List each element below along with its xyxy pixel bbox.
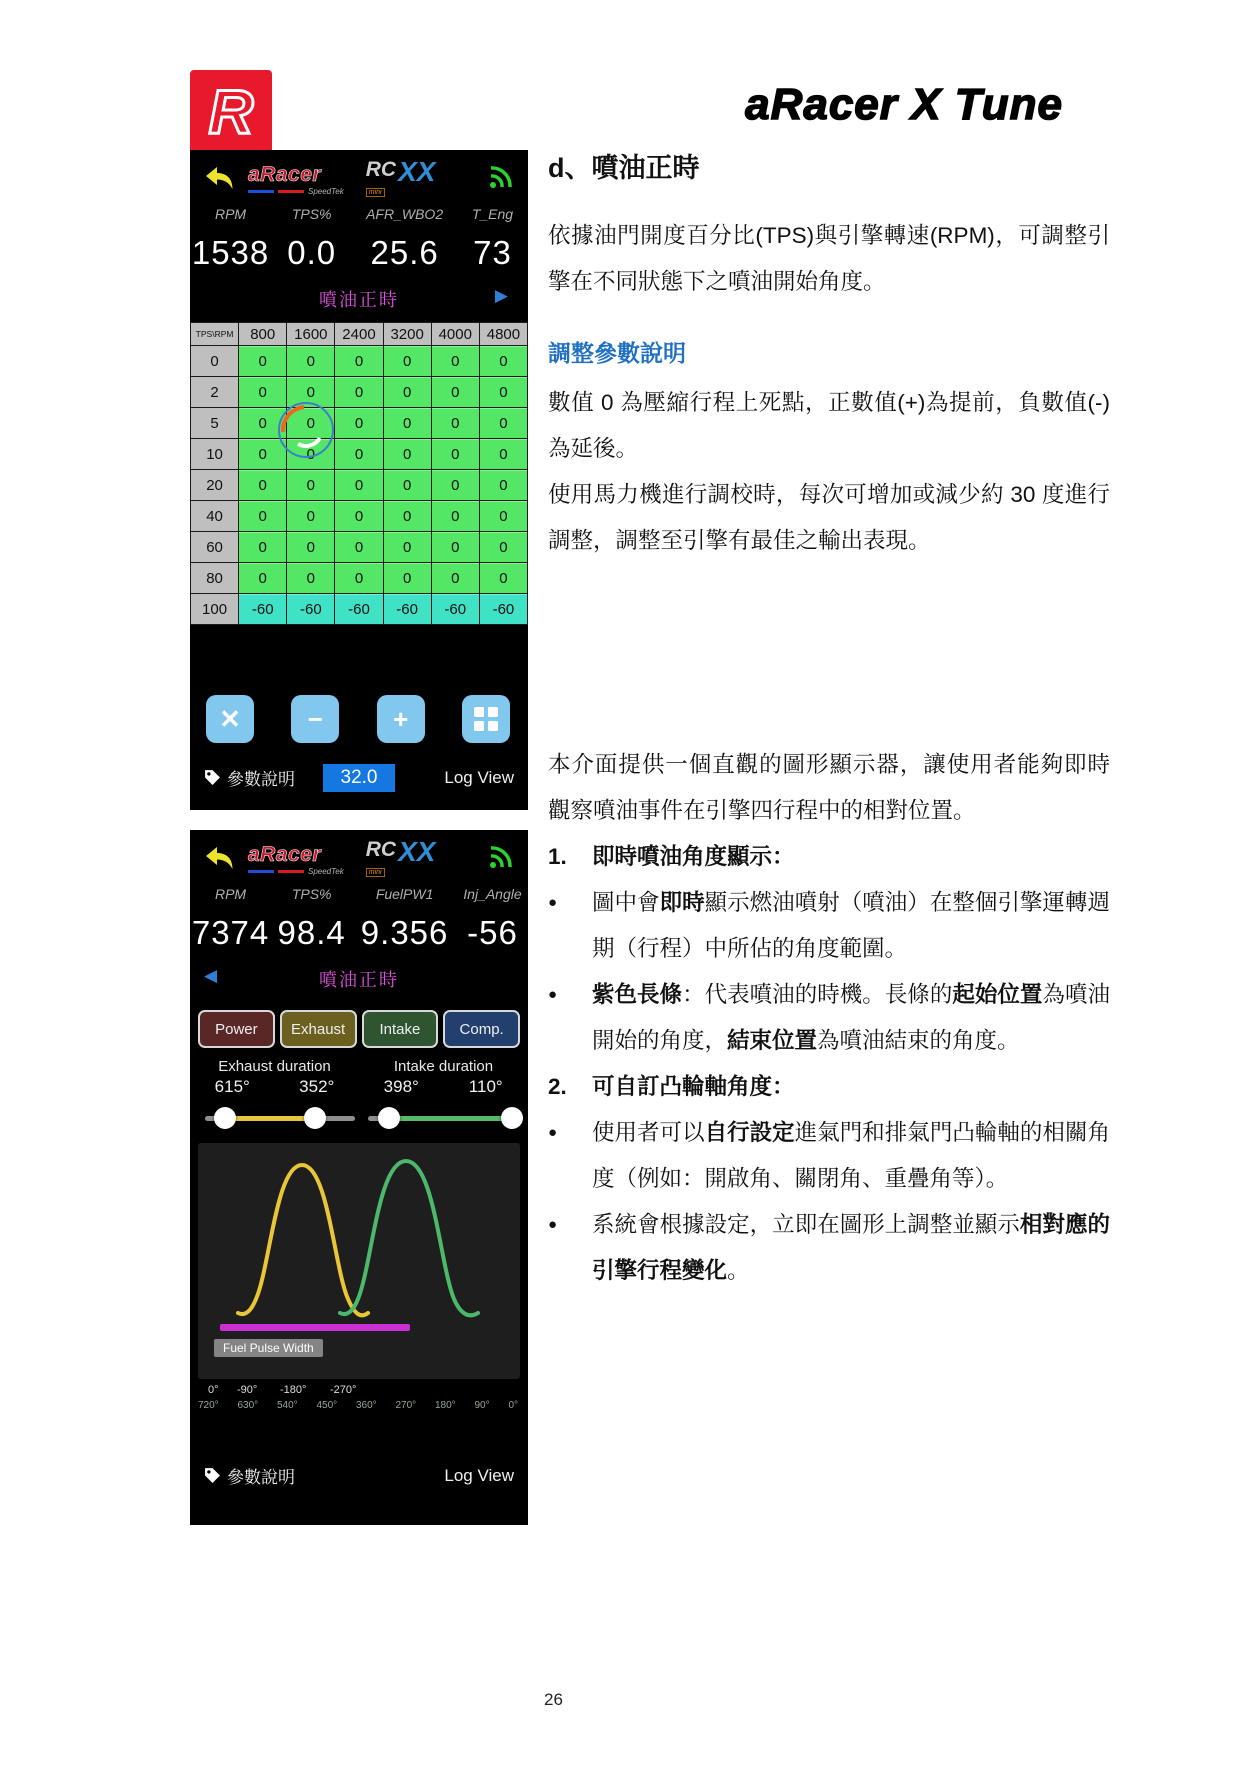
tps-row-header: 20 — [191, 470, 239, 501]
intake-duration-label: Intake duration — [393, 1058, 494, 1075]
table-cell[interactable]: 0 — [335, 439, 383, 470]
scale-label: 0° — [208, 1384, 219, 1396]
prev-page-icon[interactable]: ◀ — [204, 966, 218, 985]
grid-button[interactable] — [462, 695, 510, 743]
list-marker: ● — [548, 1216, 558, 1233]
rpm-column-header: 2400 — [335, 323, 383, 346]
duration-sliders — [190, 1105, 528, 1131]
table-cell[interactable]: -60 — [383, 594, 431, 625]
paragraph: 數值 0 為壓縮行程上死點，正數值(+)為提前，負數值(-)為延後。 — [548, 390, 1110, 461]
scale-label: 270° — [395, 1400, 417, 1411]
table-cell[interactable]: 0 — [335, 377, 383, 408]
log-view-button[interactable]: Log View — [444, 767, 514, 787]
table-cell[interactable]: 0 — [431, 470, 479, 501]
exhaust-curve — [238, 1165, 368, 1315]
scale-label: 180° — [435, 1400, 456, 1411]
table-cell[interactable]: 0 — [479, 532, 527, 563]
tab-comp[interactable]: Comp. — [443, 1010, 520, 1048]
table-cell[interactable]: 0 — [431, 501, 479, 532]
table-cell[interactable]: 0 — [239, 532, 287, 563]
tag-icon — [204, 769, 221, 786]
exhaust-close-value: 352° — [299, 1077, 335, 1096]
table-cell[interactable]: 0 — [383, 532, 431, 563]
tab-intake[interactable]: Intake — [362, 1010, 439, 1048]
table-cell[interactable]: 0 — [287, 532, 335, 563]
logo-stripe-red — [278, 870, 304, 873]
back-arrow-icon[interactable] — [204, 845, 236, 876]
duration-labels — [190, 1058, 528, 1075]
table-cell[interactable]: 0 — [239, 501, 287, 532]
list-marker: ● — [548, 894, 558, 911]
section-text-top — [548, 146, 1110, 564]
injangle-value: -56 — [467, 914, 518, 951]
table-cell[interactable]: 0 — [287, 501, 335, 532]
fuel-pulse-label: Fuel Pulse Width — [214, 1339, 323, 1357]
section-heading: d、噴油正時 — [548, 153, 700, 183]
rpm-column-header: 3200 — [383, 323, 431, 346]
tps-row-header: 40 — [191, 501, 239, 532]
scale-label: -90° — [237, 1384, 258, 1396]
duration-values — [190, 1077, 528, 1097]
tps-value: 98.4 — [277, 914, 346, 951]
tps-row-header: 2 — [191, 377, 239, 408]
table-cell[interactable]: 0 — [479, 346, 527, 377]
app-title-row — [190, 966, 528, 994]
paragraph: 依據油門開度百分比(TPS)與引擎轉速(RPM)，可調整引擎在不同狀態下之噴油開始角度。 — [548, 223, 1110, 294]
logo-stripe-red — [278, 190, 304, 193]
app-footer — [190, 765, 528, 790]
list-marker: 2. — [548, 1074, 567, 1099]
exhaust-close-handle[interactable] — [304, 1107, 326, 1129]
table-cell[interactable]: 0 — [479, 439, 527, 470]
exhaust-duration-label: Exhaust duration — [218, 1058, 331, 1075]
teng-value: 73 — [473, 234, 512, 271]
logo-stripe-blue — [248, 190, 274, 193]
table-cell[interactable]: -60 — [239, 594, 287, 625]
scale-label: 360° — [356, 1400, 377, 1411]
params-help-button[interactable]: 參數說明 — [204, 1463, 295, 1488]
table-cell[interactable]: 0 — [431, 563, 479, 594]
scale-label: 0° — [508, 1400, 518, 1411]
tps-rpm-table — [190, 322, 528, 625]
table-cell[interactable]: 0 — [431, 532, 479, 563]
screen-title: 噴油正時 — [319, 290, 399, 310]
table-cell[interactable]: 0 — [335, 563, 383, 594]
table-cell[interactable]: 0 — [335, 346, 383, 377]
table-cell[interactable]: 0 — [239, 346, 287, 377]
table-cell[interactable]: 0 — [335, 501, 383, 532]
table-cell[interactable]: 0 — [239, 377, 287, 408]
tps-row-header: 60 — [191, 532, 239, 563]
table-cell[interactable]: 0 — [383, 377, 431, 408]
tag-icon — [204, 1467, 221, 1484]
list-item: 2. 可自訂凸輪軸角度： — [548, 1064, 1110, 1110]
page-title: aRacer X Tune — [745, 80, 1063, 129]
scale-label: -270° — [330, 1384, 357, 1396]
intake-slider-range — [388, 1116, 512, 1121]
stroke-graph-panel — [198, 1143, 520, 1379]
table-cell[interactable]: 0 — [287, 408, 335, 439]
table-cell[interactable]: 0 — [479, 470, 527, 501]
table-cell[interactable]: 0 — [479, 377, 527, 408]
table-cell[interactable]: -60 — [431, 594, 479, 625]
signal-icon — [487, 844, 514, 876]
next-page-icon[interactable]: ▶ — [494, 286, 508, 305]
exhaust-slider-range — [223, 1116, 315, 1121]
table-cell[interactable]: 0 — [287, 346, 335, 377]
intake-close-value: 110° — [468, 1077, 503, 1096]
app-header — [190, 830, 528, 882]
rpm-column-header: 4800 — [479, 323, 527, 346]
scale-label: 720° — [198, 1400, 219, 1411]
tps-row-header: 5 — [191, 408, 239, 439]
table-cell[interactable]: 0 — [239, 439, 287, 470]
decrement-button[interactable]: − — [291, 695, 339, 743]
scale-label: 90° — [474, 1400, 490, 1411]
table-cell[interactable]: -60 — [287, 594, 335, 625]
fuel-pulse-bar — [220, 1324, 410, 1331]
fuelpw-value: 9.356 — [360, 914, 449, 951]
table-cell[interactable]: 0 — [335, 532, 383, 563]
exhaust-open-value: 615° — [214, 1077, 250, 1096]
scale-label: 630° — [237, 1400, 259, 1411]
table-cell[interactable]: 0 — [383, 408, 431, 439]
scale-label: 450° — [316, 1400, 338, 1411]
tps-row-header: 10 — [191, 439, 239, 470]
intake-close-handle[interactable] — [501, 1107, 523, 1129]
rc-mini-xx-logo: RC mini XX — [365, 156, 436, 196]
list-item: ● 使用者可以自行設定進氣門和排氣門凸輪軸的相關角度（例如：開啟角、關閉角、重疊角等）。 — [548, 1110, 1110, 1202]
table-cell[interactable]: 0 — [383, 439, 431, 470]
table-cell[interactable]: 0 — [287, 470, 335, 501]
logo-letter: R — [208, 78, 254, 147]
scale-label: -180° — [280, 1384, 307, 1396]
aracer-speedtek-logo: aRacer SpeedTek — [248, 843, 344, 876]
gauge-labels: RPM TPS% FuelPW1 Inj_Angle 7374 98.4 9.356 -56 — [190, 886, 528, 952]
table-cell[interactable]: 0 — [479, 501, 527, 532]
app-footer — [190, 1463, 528, 1488]
section-text-bottom — [548, 742, 1110, 1294]
crank-angle-scale-bottom — [190, 1400, 528, 1411]
paragraph: 使用馬力機進行調校時，每次可增加或減少約 30 度進行調整，調整至引擎有最佳之輸出表現。 — [548, 482, 1110, 553]
params-help-button[interactable]: 參數說明 — [204, 765, 295, 790]
crank-angle-scale-top — [190, 1384, 528, 1399]
list-marker: ● — [548, 1124, 558, 1141]
table-cell[interactable]: 0 — [239, 470, 287, 501]
grid-icon — [474, 707, 498, 731]
rpm-value: 7374 — [191, 914, 270, 951]
table-cell[interactable]: 0 — [383, 501, 431, 532]
aracer-logo — [190, 70, 272, 156]
app-header — [190, 150, 528, 202]
tab-power[interactable]: Power — [198, 1010, 275, 1048]
exhaust-open-handle[interactable] — [214, 1107, 236, 1129]
rc-mini-xx-logo: RC mini XX — [365, 836, 436, 876]
table-cell[interactable]: 0 — [383, 563, 431, 594]
stroke-tabs — [190, 1010, 528, 1048]
tps-row-header: 0 — [191, 346, 239, 377]
list-marker: ● — [548, 986, 558, 1003]
tps-row-header: 100 — [191, 594, 239, 625]
log-view-button[interactable]: Log View — [444, 1465, 514, 1485]
scale-label: 540° — [277, 1400, 298, 1411]
table-cell[interactable]: -60 — [479, 594, 527, 625]
table-cell[interactable]: 0 — [287, 377, 335, 408]
table-cell[interactable]: 0 — [383, 346, 431, 377]
loading-spinner-icon — [278, 402, 334, 458]
subheading-adjust-params: 調整參數說明 — [548, 340, 686, 366]
app-title-row — [190, 286, 528, 314]
tab-exhaust[interactable]: Exhaust — [280, 1010, 357, 1048]
list-item: ● 圖中會即時顯示燃油噴射（噴油）在整個引擎運轉週期（行程）中所佔的角度範圍。 — [548, 880, 1110, 972]
table-cell[interactable]: 0 — [239, 563, 287, 594]
edit-toolbar — [190, 695, 528, 743]
feature-list — [548, 834, 1110, 1294]
signal-icon — [487, 164, 514, 196]
increment-button[interactable]: + — [377, 695, 425, 743]
table-cell[interactable]: 0 — [383, 470, 431, 501]
page-number: 26 — [544, 1690, 563, 1709]
tps-value: 0.0 — [287, 234, 337, 271]
table-cell[interactable]: 0 — [335, 470, 383, 501]
gauge-labels: RPM TPS% AFR_WBO2 T_Eng 1538 0.0 25.6 73 — [190, 206, 528, 272]
table-cell[interactable]: 0 — [431, 377, 479, 408]
tps-row-header: 80 — [191, 563, 239, 594]
table-cell[interactable]: 0 — [431, 346, 479, 377]
screen-title: 噴油正時 — [319, 970, 399, 990]
rpm-column-header: 4000 — [431, 323, 479, 346]
rpm-column-header: 800 — [239, 323, 287, 346]
paragraph: 本介面提供一個直觀的圖形顯示器，讓使用者能夠即時觀察噴油事件在引擎四行程中的相對位置。 — [548, 752, 1110, 823]
app-screenshot-injection-visualizer — [190, 830, 528, 1525]
app-screenshot-injection-timing-table — [190, 150, 528, 810]
list-item: ● 紫色長條：代表噴油的時機。長條的起始位置為噴油開始的角度，結束位置為噴油結束的角度。 — [548, 972, 1110, 1064]
cell-value-box[interactable]: 32.0 — [323, 764, 395, 792]
rpm-column-header: 1600 — [287, 323, 335, 346]
table-cell[interactable]: 0 — [431, 439, 479, 470]
afr-value: 25.6 — [370, 234, 439, 271]
logo-stripe-blue — [248, 870, 274, 873]
table-cell[interactable]: 0 — [239, 408, 287, 439]
close-button[interactable]: ✕ — [206, 695, 254, 743]
intake-open-value: 398° — [383, 1077, 419, 1096]
table-cell[interactable]: 0 — [479, 408, 527, 439]
list-item: 1. 即時噴油角度顯示： — [548, 834, 1110, 880]
table-cell[interactable]: -60 — [335, 594, 383, 625]
table-cell[interactable]: 0 — [335, 408, 383, 439]
back-arrow-icon[interactable] — [204, 165, 236, 196]
table-cell[interactable]: 0 — [479, 563, 527, 594]
table-corner: TPS\RPM — [191, 323, 239, 346]
table-cell[interactable]: 0 — [431, 408, 479, 439]
list-marker: 1. — [548, 844, 567, 869]
intake-curve — [340, 1161, 478, 1315]
list-item: ● 系統會根據設定，立即在圖形上調整並顯示相對應的引擎行程變化。 — [548, 1202, 1110, 1294]
intake-open-handle[interactable] — [378, 1107, 400, 1129]
table-cell[interactable]: 0 — [287, 563, 335, 594]
aracer-speedtek-logo: aRacer SpeedTek — [248, 163, 344, 196]
table-cell[interactable]: 0 — [287, 439, 335, 470]
rpm-value: 1538 — [191, 234, 270, 271]
